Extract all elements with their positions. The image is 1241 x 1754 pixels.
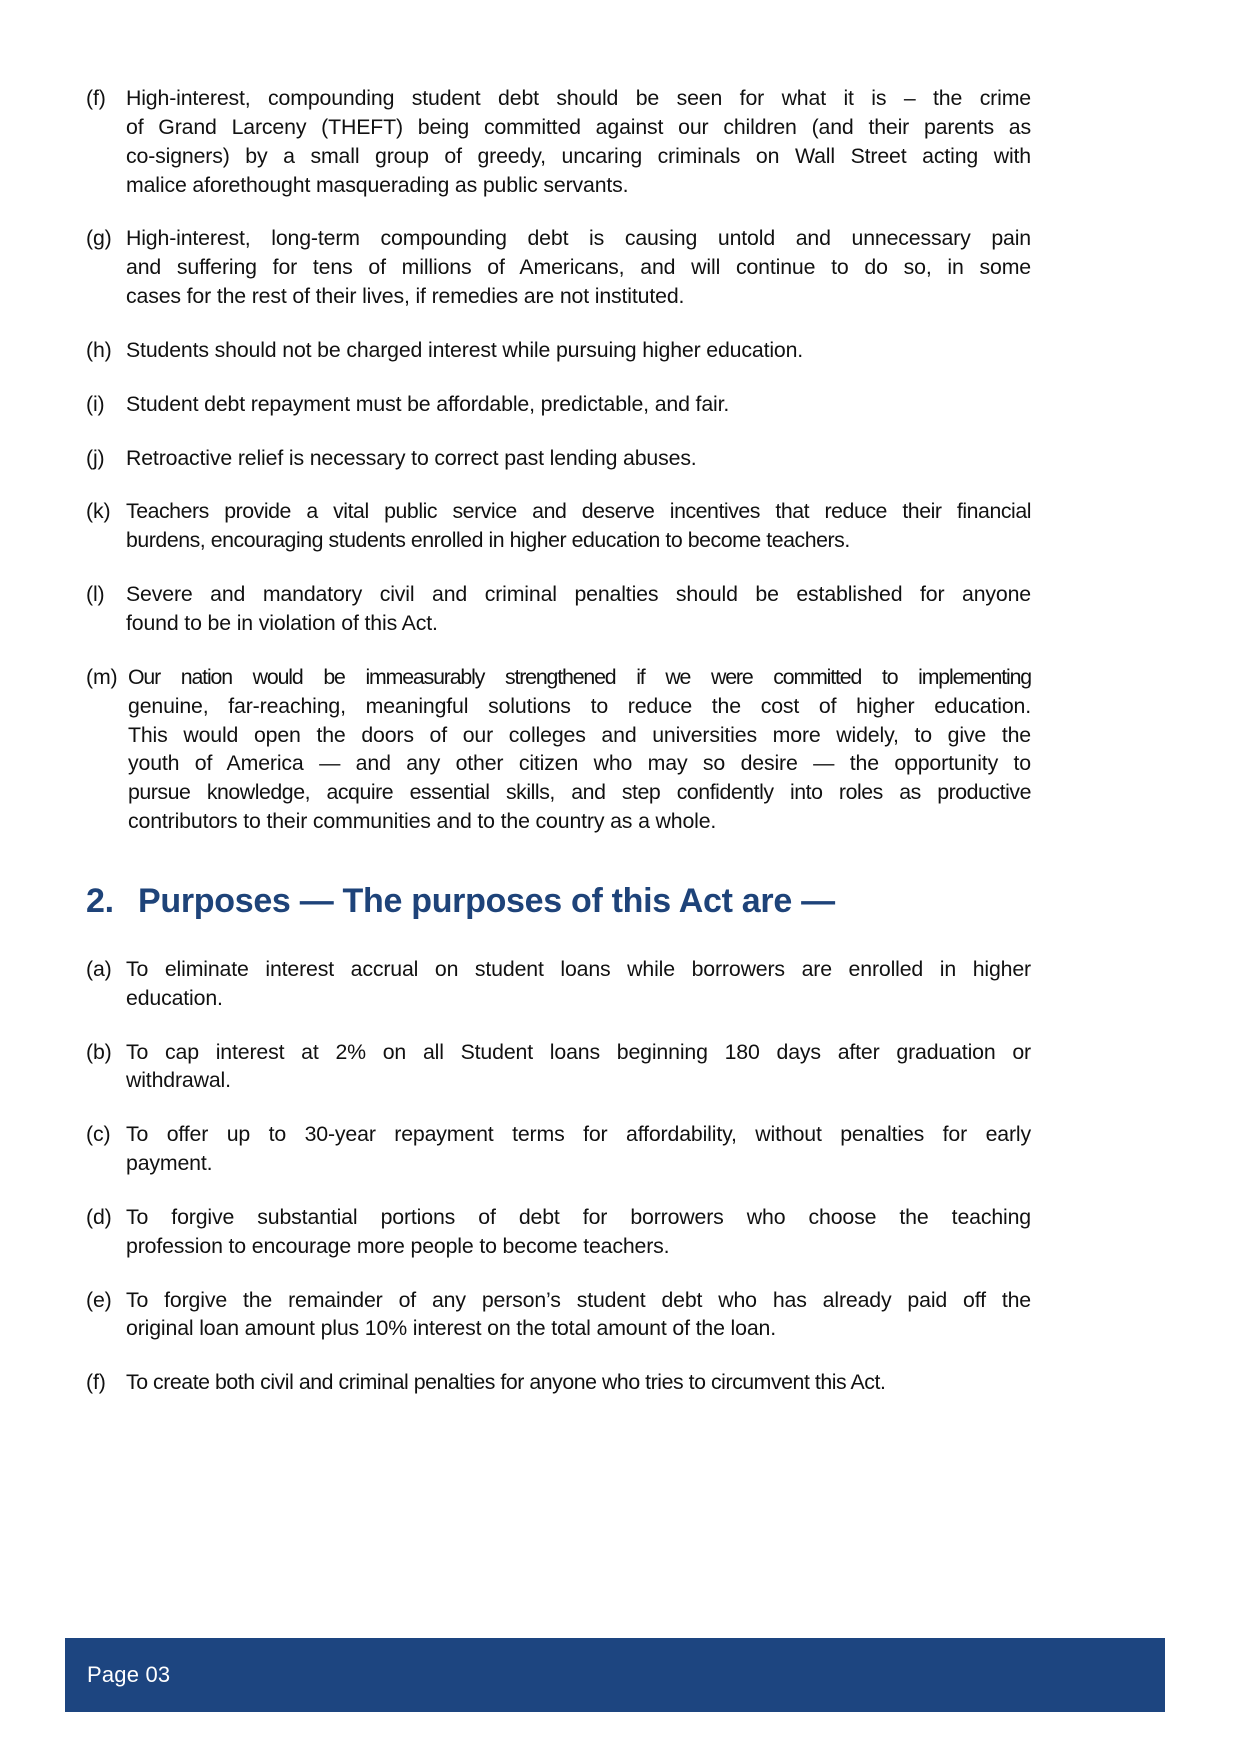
page-number-label: Page 03 xyxy=(87,1662,171,1687)
section-title: Purposes — The purposes of this Act are — xyxy=(138,881,835,920)
list-item-text xyxy=(126,1368,1031,1397)
list-item xyxy=(86,1120,1031,1178)
section-number: 2. xyxy=(86,881,114,920)
list-marker: (c) xyxy=(86,1122,111,1147)
list-marker: (j) xyxy=(86,445,105,470)
text-line: youth of America — and any other citizen who may so desire — the opportunity to xyxy=(128,751,1031,776)
text-line: of Grand Larceny (THEFT) being committed against our children (and their parents as xyxy=(126,114,1031,139)
text-line: Our nation would be immeasurably strengthened if we were committed to implementing xyxy=(128,664,1031,689)
list-item xyxy=(86,1038,1031,1096)
list-marker: (g) xyxy=(86,226,112,251)
page-footer-bar xyxy=(65,1638,1165,1712)
text-line: pursue knowledge, acquire essential skills, and step confidently into roles as productive xyxy=(128,780,1031,805)
list-item xyxy=(86,497,1031,555)
list-item xyxy=(86,336,1031,365)
text-line: co-signers) by a small group of greedy, uncaring criminals on Wall Street acting with xyxy=(126,143,1031,168)
list-item xyxy=(86,580,1031,638)
text-line: cases for the rest of their lives, if remedies are not instituted. xyxy=(126,284,685,309)
purposes-list xyxy=(86,955,1031,1397)
list-item-text xyxy=(126,1120,1031,1178)
list-item-text xyxy=(126,1203,1031,1261)
text-line: withdrawal. xyxy=(126,1068,231,1093)
list-marker: (e) xyxy=(86,1287,112,1312)
list-item xyxy=(86,84,1031,199)
list-item-text xyxy=(126,336,1031,365)
text-line: To forgive substantial portions of debt for borrowers who choose the teaching xyxy=(126,1204,1031,1229)
list-item xyxy=(86,663,1031,836)
text-line: genuine, far-reaching, meaningful solutions to reduce the cost of higher education. xyxy=(128,693,1031,718)
list-item xyxy=(86,1368,1031,1397)
text-line: burdens, encouraging students enrolled in higher education to become teachers. xyxy=(126,528,850,553)
list-item xyxy=(86,224,1031,311)
text-line: education. xyxy=(126,985,223,1010)
list-marker: (h) xyxy=(86,337,112,362)
list-item-text xyxy=(126,390,1031,419)
text-line: To eliminate interest accrual on student loans while borrowers are enrolled in higher xyxy=(126,956,1031,981)
list-marker: (d) xyxy=(86,1204,112,1229)
text-line: High-interest, compounding student debt should be seen for what it is – the crime xyxy=(126,86,1031,110)
list-marker: (f) xyxy=(86,1370,106,1395)
findings-list xyxy=(86,84,1031,836)
list-item-text xyxy=(126,955,1031,1013)
text-line: found to be in violation of this Act. xyxy=(126,610,438,635)
list-marker: (l) xyxy=(86,582,105,607)
text-line: Severe and mandatory civil and criminal penalties should be established for anyone xyxy=(126,582,1031,607)
page-content xyxy=(86,84,1031,1422)
list-item xyxy=(86,1203,1031,1261)
list-item-text xyxy=(126,1286,1031,1344)
text-line: To cap interest at 2% on all Student loans beginning 180 days after graduation or xyxy=(126,1039,1031,1064)
list-marker: (m) xyxy=(86,664,118,689)
text-line: Teachers provide a vital public service and deserve incentives that reduce their financial xyxy=(126,499,1031,524)
text-line: malice aforethought masquerading as public servants. xyxy=(126,172,629,197)
list-marker: (b) xyxy=(86,1039,112,1064)
text-line: Retroactive relief is necessary to correct past lending abuses. xyxy=(126,445,697,470)
text-line: To offer up to 30-year repayment terms for affordability, without penalties for early xyxy=(126,1122,1031,1147)
list-item xyxy=(86,444,1031,473)
text-line: To forgive the remainder of any person’s student debt who has already paid off the xyxy=(126,1287,1031,1312)
text-line: Students should not be charged interest while pursuing higher education. xyxy=(126,337,804,362)
text-line: Student debt repayment must be affordable, predictable, and fair. xyxy=(126,391,730,416)
list-marker: (a) xyxy=(86,956,112,981)
list-marker: (i) xyxy=(86,391,105,416)
list-item xyxy=(86,955,1031,1013)
list-item-text xyxy=(126,580,1031,638)
list-marker: (k) xyxy=(86,499,111,524)
text-line: To create both civil and criminal penalties for anyone who tries to circumvent this Act. xyxy=(126,1370,886,1395)
list-item xyxy=(86,1286,1031,1344)
section-heading xyxy=(86,882,1031,921)
list-item-text xyxy=(126,444,1031,473)
list-marker: (f) xyxy=(86,86,106,110)
list-item-text xyxy=(126,84,1031,199)
list-item-text xyxy=(126,224,1031,311)
text-line: This would open the doors of our colleges and universities more widely, to give the xyxy=(128,722,1031,747)
list-item xyxy=(86,390,1031,419)
list-item-text xyxy=(126,497,1031,555)
text-line: payment. xyxy=(126,1151,213,1176)
list-item-text xyxy=(128,663,1031,836)
text-line: profession to encourage more people to become teachers. xyxy=(126,1233,670,1258)
text-line: original loan amount plus 10% interest on the total amount of the loan. xyxy=(126,1316,776,1341)
text-line: contributors to their communities and to the country as a whole. xyxy=(128,809,717,834)
list-item-text xyxy=(126,1038,1031,1096)
text-line: and suffering for tens of millions of Americans, and will continue to do so, in some xyxy=(126,255,1031,280)
text-line: High-interest, long-term compounding debt is causing untold and unnecessary pain xyxy=(126,226,1031,251)
